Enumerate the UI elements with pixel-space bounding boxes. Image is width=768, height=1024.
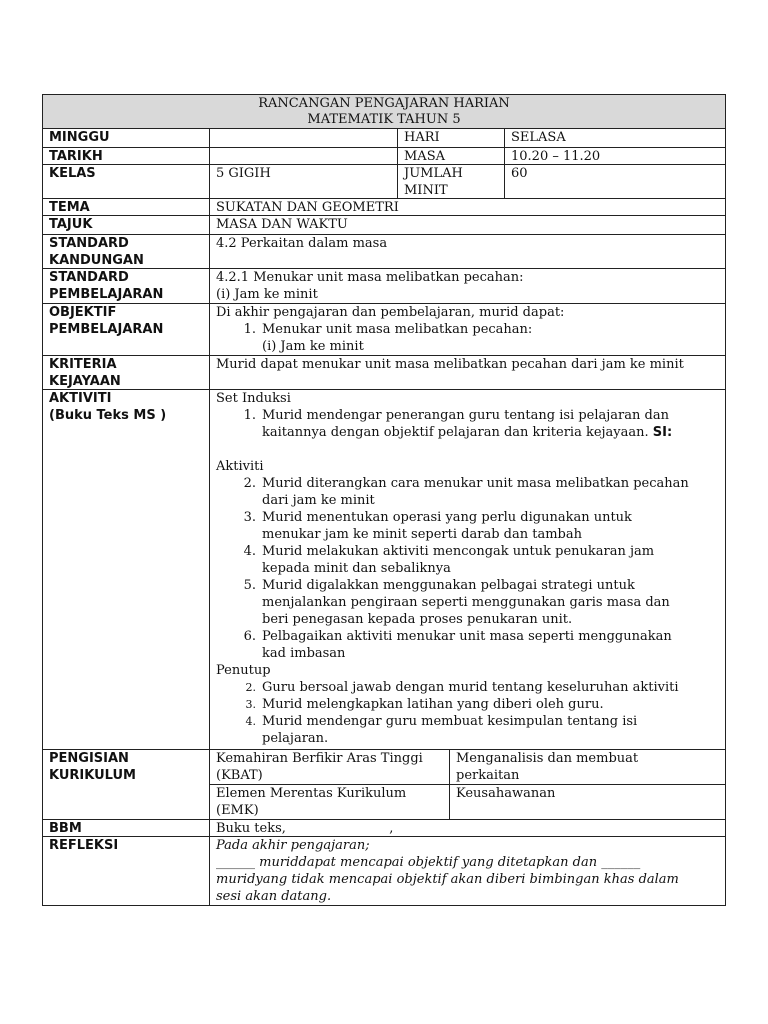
- objektif-value: [209, 304, 725, 355]
- list-text: [262, 407, 719, 441]
- jumlah-label-line1: JUMLAH: [404, 166, 463, 181]
- list-line: Murid melakukan aktiviti mencongak untuk penukaran jam: [262, 544, 655, 559]
- aktiviti-label-line2: (Buku Teks MS ): [49, 408, 167, 423]
- kbat-label: [209, 750, 449, 785]
- lesson-plan-table: [42, 94, 726, 906]
- kbat-line2: (KBAT): [216, 768, 263, 783]
- kelas-value: 5 GIGIH: [209, 165, 397, 198]
- list-text: [262, 628, 719, 662]
- list-number: 4.: [245, 715, 256, 728]
- kbat-value: [449, 750, 725, 785]
- standard-kandungan-label: [43, 235, 209, 268]
- list-item: [216, 713, 719, 747]
- row-minggu: [43, 129, 725, 148]
- document-subtitle: MATEMATIK TAHUN 5: [307, 112, 461, 127]
- kk-label-line2: KEJAYAAN: [49, 374, 121, 389]
- list-number: 5.: [243, 578, 256, 593]
- induksi-item: [216, 407, 719, 441]
- list-text: [262, 475, 719, 509]
- document-title: RANCANGAN PENGAJARAN HARIAN: [258, 96, 510, 111]
- row-kelas: [43, 165, 725, 199]
- list-line: Murid digalakkan menggunakan pelbagai strategi untuk: [262, 578, 635, 593]
- list-line: Pelbagaikan aktiviti menukar unit masa seperti menggunakan: [262, 629, 672, 644]
- row-tema: [43, 199, 725, 216]
- list-line: beri penegasan kepada proses penukaran unit.: [262, 612, 573, 627]
- standard-kandungan-value: 4.2 Perkaitan dalam masa: [209, 235, 725, 268]
- minggu-value: [209, 129, 397, 147]
- emk-label: [209, 785, 449, 820]
- list-number: 3.: [243, 510, 256, 525]
- jumlah-label-line2: MINIT: [404, 183, 448, 198]
- masa-label: MASA: [397, 148, 504, 164]
- tema-label: TEMA: [49, 200, 90, 215]
- aktiviti-label-line1: AKTIVITI: [49, 391, 112, 406]
- kbat-value-line1: Menganalisis dan membuat: [456, 751, 639, 766]
- tema-value: SUKATAN DAN GEOMETRI: [209, 199, 725, 215]
- objektif-label: [43, 304, 209, 355]
- kbat-value-line2: perkaitan: [456, 768, 520, 783]
- list-item: [216, 696, 719, 713]
- row-tarikh: [43, 148, 725, 165]
- emk-line1: Elemen Merentas Kurikulum: [216, 786, 407, 801]
- list-line: kepada minit dan sebaliknya: [262, 561, 451, 576]
- kriteria-value: Murid dapat menukar unit masa melibatkan pecahan dari jam ke minit: [209, 356, 725, 389]
- refleksi-label: REFLEKSI: [49, 838, 119, 853]
- list-number: 2.: [243, 476, 256, 491]
- list-item: [216, 577, 719, 628]
- aktiviti-content: [209, 390, 725, 749]
- list-line: kad imbasan: [262, 646, 346, 661]
- row-pengisian: [43, 750, 725, 820]
- standard-pembelajaran-value: [209, 269, 725, 303]
- set-induksi-heading: Set Induksi: [216, 391, 291, 406]
- list-number: 6.: [243, 629, 256, 644]
- masa-value: 10.20 – 11.20: [504, 148, 725, 164]
- sp-value-line2: (i) Jam ke minit: [216, 287, 318, 302]
- induksi-line2: kaitannya dengan objektif pelajaran dan kriteria kejayaan.: [262, 425, 649, 440]
- list-line: menjalankan pengiraan seperti menggunakan garis masa dan: [262, 595, 670, 610]
- row-refleksi: [43, 837, 725, 905]
- list-line: pelajaran.: [262, 731, 329, 746]
- tarikh-label: TARIKH: [49, 149, 103, 164]
- list-number: 1.: [243, 322, 256, 337]
- list-text: Murid melengkapkan latihan yang diberi oleh guru.: [262, 697, 604, 712]
- refleksi-line3: muridyang tidak mencapai objektif akan diberi bimbingan khas dalam: [216, 872, 679, 887]
- refleksi-line1: Pada akhir pengajaran;: [216, 838, 370, 853]
- op-label-line1: OBJEKTIF: [49, 305, 117, 320]
- list-item: [216, 475, 719, 509]
- table-header: [43, 95, 725, 129]
- list-line: Murid diterangkan cara menukar unit masa melibatkan pecahan: [262, 476, 689, 491]
- induksi-line1: Murid mendengar penerangan guru tentang isi pelajaran dan: [262, 408, 669, 423]
- minggu-label: MINGGU: [49, 130, 110, 145]
- list-line: Murid mendengar guru membuat kesimpulan tentang isi: [262, 714, 638, 729]
- list-number: 2.: [245, 681, 256, 694]
- penutup-heading: Penutup: [216, 663, 271, 678]
- emk-line2: (EMK): [216, 803, 259, 818]
- kelas-label: KELAS: [49, 166, 96, 181]
- sk-label-line2: KANDUNGAN: [49, 253, 144, 268]
- objektif-subitem: (i) Jam ke minit: [262, 339, 364, 354]
- jumlah-minit-value: 60: [504, 165, 725, 198]
- row-bbm: [43, 820, 725, 837]
- hari-label: HARI: [397, 129, 504, 147]
- tajuk-label: TAJUK: [49, 217, 93, 232]
- emk-value: Keusahawanan: [449, 785, 725, 820]
- list-item: [216, 543, 719, 577]
- refleksi-value: [209, 837, 725, 905]
- refleksi-line2: ______ muriddapat mencapai objektif yang ditetapkan dan ______: [216, 855, 641, 870]
- kk-label-line1: KRITERIA: [49, 357, 117, 372]
- jumlah-minit-label: [397, 165, 504, 198]
- list-item: [216, 679, 719, 696]
- sp-label-line1: STANDARD: [49, 270, 129, 285]
- pengisian-label-line1: PENGISIAN: [49, 751, 129, 766]
- row-objektif: [43, 304, 725, 356]
- row-standard-pembelajaran: [43, 269, 725, 304]
- sk-label-line1: STANDARD: [49, 236, 129, 251]
- list-number: 1.: [243, 408, 256, 423]
- kriteria-label: [43, 356, 209, 389]
- list-text: Guru bersoal jawab dengan murid tentang keseluruhan aktiviti: [262, 680, 679, 695]
- sp-value-line1: 4.2.1 Menukar unit masa melibatkan pecahan:: [216, 270, 524, 285]
- row-tajuk: [43, 216, 725, 235]
- standard-pembelajaran-label: [43, 269, 209, 303]
- list-text: Menukar unit masa melibatkan pecahan:: [262, 322, 533, 337]
- list-number: 4.: [243, 544, 256, 559]
- tajuk-value: MASA DAN WAKTU: [209, 216, 725, 234]
- sp-label-line2: PEMBELAJARAN: [49, 287, 164, 302]
- aktiviti-heading: Aktiviti: [216, 459, 264, 474]
- aktiviti-label: [43, 390, 209, 749]
- si-marker: SI:: [652, 425, 673, 440]
- list-text: [262, 713, 719, 747]
- row-standard-kandungan: [43, 235, 725, 269]
- objektif-intro: Di akhir pengajaran dan pembelajaran, murid dapat:: [216, 305, 565, 320]
- bbm-value: Buku teks, ,: [209, 820, 725, 836]
- list-number: 3.: [245, 698, 256, 711]
- refleksi-line4: sesi akan datang.: [216, 889, 332, 904]
- row-aktiviti: [43, 390, 725, 750]
- row-kriteria: [43, 356, 725, 390]
- list-line: Murid menentukan operasi yang perlu digunakan untuk: [262, 510, 632, 525]
- list-line: dari jam ke minit: [262, 493, 375, 508]
- pengisian-label: [43, 750, 209, 819]
- kbat-line1: Kemahiran Berfikir Aras Tinggi: [216, 751, 423, 766]
- list-item: [216, 628, 719, 662]
- tarikh-value: [209, 148, 397, 164]
- list-line: menukar jam ke minit seperti darab dan tambah: [262, 527, 582, 542]
- pengisian-label-line2: KURIKULUM: [49, 768, 136, 783]
- list-text: [262, 509, 719, 543]
- op-label-line2: PEMBELAJARAN: [49, 322, 164, 337]
- bbm-label: BBM: [49, 821, 82, 836]
- objektif-item: [216, 321, 719, 338]
- list-text: [262, 577, 719, 628]
- list-item: [216, 509, 719, 543]
- list-text: [262, 543, 719, 577]
- hari-value: SELASA: [504, 129, 725, 147]
